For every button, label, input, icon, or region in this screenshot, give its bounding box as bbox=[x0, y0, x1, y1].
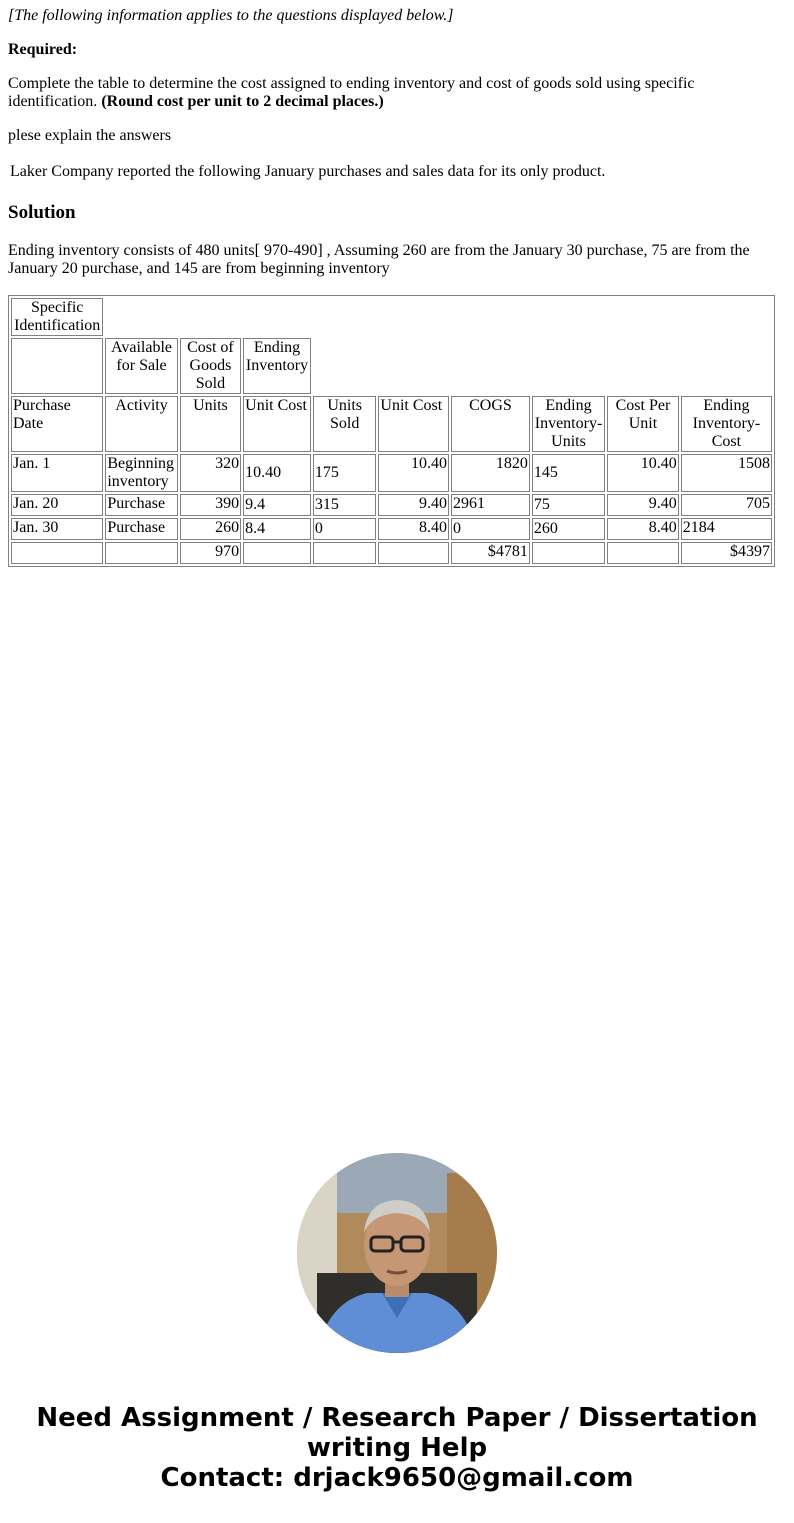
col-header-units-sold: Units Sold bbox=[313, 396, 376, 452]
column-header-row bbox=[11, 396, 772, 452]
cell-cogs: 1820 bbox=[451, 454, 530, 492]
promo-banner bbox=[0, 1403, 794, 1493]
cell-date: Jan. 20 bbox=[11, 494, 103, 516]
cell-ending-units: 75 bbox=[532, 494, 605, 516]
group-header-cogs: Cost of Goods Sold bbox=[180, 338, 241, 394]
cell-activity: Purchase bbox=[105, 494, 177, 516]
col-header-ending-units: Ending Inventory-Units bbox=[532, 396, 605, 452]
promo-line-2: writing Help bbox=[306, 1433, 488, 1463]
intro-note: [The following information applies to the questions displayed below.] bbox=[8, 7, 454, 24]
total-cogs: $4781 bbox=[451, 542, 530, 564]
cell-unit-cost: 10.40 bbox=[243, 454, 311, 492]
cell-cogs: 2961 bbox=[451, 494, 530, 516]
col-header-purchase-date: Purchase Date bbox=[11, 396, 103, 452]
cell-units: 260 bbox=[180, 518, 241, 540]
table-row bbox=[11, 454, 772, 492]
col-header-units: Units bbox=[180, 396, 241, 452]
tutor-portrait-image bbox=[297, 1153, 497, 1353]
group-header-available: Available for Sale bbox=[105, 338, 177, 394]
cell-cost-per-unit: 9.40 bbox=[607, 494, 679, 516]
col-header-cost-per-unit: Cost Per Unit bbox=[607, 396, 679, 452]
promo-line-1: Need Assignment / Research Paper / Dissertation bbox=[36, 1403, 758, 1433]
col-header-unit-cost-2: Unit Cost bbox=[378, 396, 449, 452]
cell-unit-cost: 9.4 bbox=[243, 494, 311, 516]
cell-sold-unit-cost: 9.40 bbox=[378, 494, 449, 516]
total-ending-cost: $4397 bbox=[681, 542, 772, 564]
cell-units-sold: 175 bbox=[313, 454, 376, 492]
instruction-plain: Complete the table to determine the cost assigned to ending inventory and cost of goods sold using specific identification. bbox=[8, 75, 695, 110]
solution-explanation: Ending inventory consists of 480 units[ 970-490] , Assuming 260 are from the January 30 purchase, 75 are from the January 20 purchase, and 145 are from beginning inventory bbox=[8, 242, 750, 277]
cell-ending-cost: 705 bbox=[681, 494, 772, 516]
cell-sold-unit-cost: 10.40 bbox=[378, 454, 449, 492]
cell-units: 320 bbox=[180, 454, 241, 492]
cell-cogs: 0 bbox=[451, 518, 530, 540]
cell-ending-units: 260 bbox=[532, 518, 605, 540]
tutor-photo bbox=[297, 1153, 497, 1353]
cell-units-sold: 315 bbox=[313, 494, 376, 516]
explain-request: plese explain the answers bbox=[8, 127, 172, 144]
table-title-row bbox=[11, 298, 772, 336]
required-label: Required: bbox=[8, 41, 78, 58]
cell-cost-per-unit: 10.40 bbox=[607, 454, 679, 492]
cell-ending-cost: 1508 bbox=[681, 454, 772, 492]
cell-unit-cost: 8.4 bbox=[243, 518, 311, 540]
cell-ending-units: 145 bbox=[532, 454, 605, 492]
company-line: Laker Company reported the following January purchases and sales data for its only product. bbox=[10, 163, 606, 180]
group-header-row bbox=[11, 338, 772, 394]
cell-date: Jan. 30 bbox=[11, 518, 103, 540]
cell-ending-cost: 2184 bbox=[681, 518, 772, 540]
cell-cost-per-unit: 8.40 bbox=[607, 518, 679, 540]
group-header-ending: Ending Inventory bbox=[243, 338, 311, 394]
table-row bbox=[11, 494, 772, 516]
total-units: 970 bbox=[180, 542, 241, 564]
cell-activity: Beginning inventory bbox=[105, 454, 177, 492]
group-header-blank bbox=[11, 338, 103, 394]
table-title: Specific Identification bbox=[11, 298, 103, 336]
specific-identification-table bbox=[8, 295, 775, 567]
cell-units-sold: 0 bbox=[313, 518, 376, 540]
col-header-ending-cost: Ending Inventory-Cost bbox=[681, 396, 772, 452]
cell-units: 390 bbox=[180, 494, 241, 516]
table-row bbox=[11, 518, 772, 540]
instruction-bold: (Round cost per unit to 2 decimal places.) bbox=[101, 93, 384, 110]
cell-activity: Purchase bbox=[105, 518, 177, 540]
instruction-text bbox=[8, 75, 778, 111]
cell-sold-unit-cost: 8.40 bbox=[378, 518, 449, 540]
cell-date: Jan. 1 bbox=[11, 454, 103, 492]
col-header-activity: Activity bbox=[105, 396, 177, 452]
promo-contact: Contact: drjack9650@gmail.com bbox=[160, 1463, 634, 1493]
solution-heading: Solution bbox=[8, 202, 76, 223]
totals-row bbox=[11, 542, 772, 564]
col-header-unit-cost: Unit Cost bbox=[243, 396, 311, 452]
col-header-cogs: COGS bbox=[451, 396, 530, 452]
